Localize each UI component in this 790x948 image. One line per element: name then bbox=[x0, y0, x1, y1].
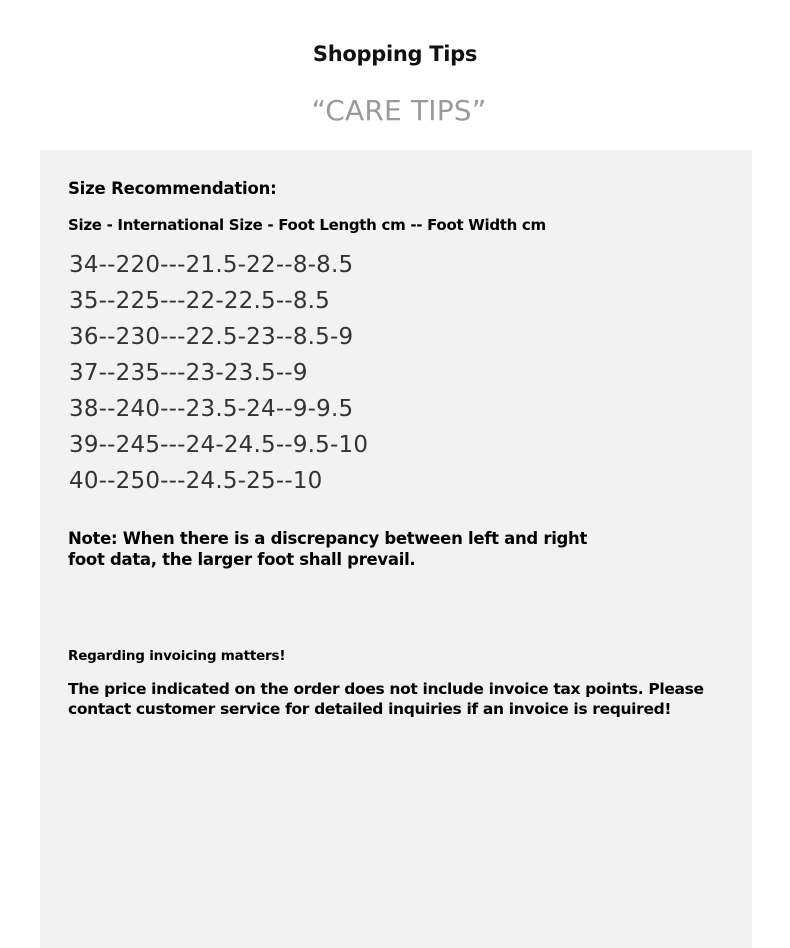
size-row: 40--250---24.5-25--10 bbox=[69, 468, 323, 494]
size-row: 37--235---23-23.5--9 bbox=[69, 360, 308, 386]
size-row: 34--220---21.5-22--8-8.5 bbox=[69, 252, 354, 278]
invoice-text: The price indicated on the order does not include invoice tax points. Please contact customer service for detailed inquiries if an invoice is required! bbox=[68, 680, 704, 718]
page-subtitle: “CARE TIPS” bbox=[311, 94, 487, 127]
size-row: 38--240---23.5-24--9-9.5 bbox=[69, 396, 354, 422]
size-columns-legend: Size - International Size - Foot Length cm -- Foot Width cm bbox=[68, 216, 546, 234]
size-row: 35--225---22-22.5--8.5 bbox=[69, 288, 331, 314]
page-title: Shopping Tips bbox=[312, 42, 478, 66]
size-row: 39--245---24-24.5--9.5-10 bbox=[69, 432, 369, 458]
invoice-heading: Regarding invoicing matters! bbox=[68, 648, 286, 664]
size-list bbox=[69, 247, 368, 499]
size-recommendation-heading: Size Recommendation: bbox=[68, 179, 277, 198]
tips-panel bbox=[40, 150, 752, 948]
foot-discrepancy-note: Note: When there is a discrepancy between left and right foot data, the larger foot shall prevail. bbox=[68, 529, 588, 569]
size-row: 36--230---22.5-23--8.5-9 bbox=[69, 324, 354, 350]
